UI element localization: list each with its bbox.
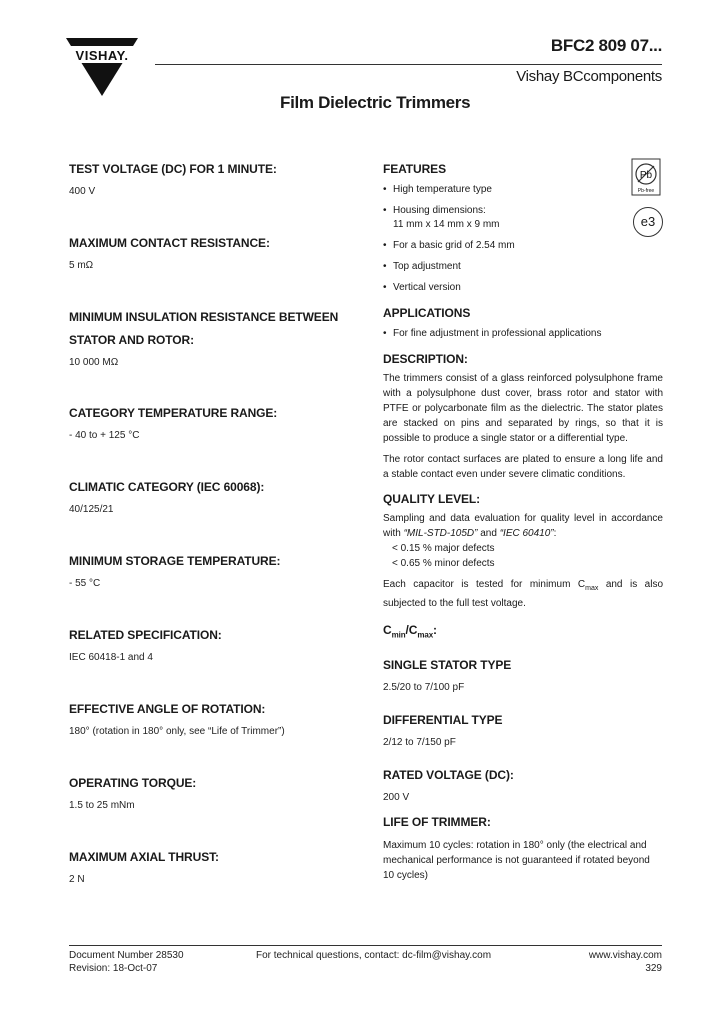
list-item: • Top adjustment xyxy=(383,260,663,274)
right-column xyxy=(383,158,663,889)
applications-list xyxy=(383,327,663,341)
rated-voltage-heading: RATED VOLTAGE (DC): xyxy=(383,768,514,783)
spec-related-specification xyxy=(69,624,359,698)
applications-section xyxy=(383,302,663,341)
left-column xyxy=(69,158,359,920)
single-stator-value: 2.5/20 to 7/100 pF xyxy=(383,682,465,694)
differential-heading: DIFFERENTIAL TYPE xyxy=(383,713,503,728)
header-divider xyxy=(155,64,662,65)
company-name: Vishay BCcomponents xyxy=(516,68,662,85)
spec-climatic-category xyxy=(69,476,359,550)
spec-category-temperature xyxy=(69,402,359,476)
quality-heading: QUALITY LEVEL: xyxy=(383,492,481,506)
life-value: Maximum 10 cycles: rotation in 180° only (the electrical and mechanical performance is not guaranteed if rotated beyond 10 cycles) xyxy=(383,840,650,882)
spec-value: - 40 to + 125 °C xyxy=(69,430,140,441)
logo-text: VISHAY. xyxy=(75,48,129,63)
single-stator-section xyxy=(383,654,663,695)
document-number: Document Number 28530 xyxy=(69,950,184,961)
list-item: • High temperature type xyxy=(383,183,663,197)
spec-value: 180° (rotation in 180° only, see “Life of Trimmer”) xyxy=(69,726,285,737)
spec-heading: CLIMATIC CATEGORY (IEC 60068): xyxy=(69,480,265,494)
list-item: • For fine adjustment in professional applications xyxy=(383,327,663,341)
spec-heading: MINIMUM STORAGE TEMPERATURE: xyxy=(69,554,281,568)
capacitance-ratio-section xyxy=(383,619,663,646)
website: www.vishay.com xyxy=(588,950,662,961)
spec-storage-temperature xyxy=(69,550,359,624)
spec-value: 40/125/21 xyxy=(69,504,114,515)
vishay-logo xyxy=(62,36,142,100)
features-list xyxy=(383,183,663,295)
spec-value: 2 N xyxy=(69,874,85,885)
spec-axial-thrust xyxy=(69,846,359,920)
spec-heading: EFFECTIVE ANGLE OF ROTATION: xyxy=(69,702,266,716)
spec-heading: OPERATING TORQUE: xyxy=(69,776,197,790)
description-paragraph: The trimmers consist of a glass reinforced polysulphone frame with a polysulphone dust cover, brass rotor and stator with PTFE or polycarbonate film as the dielectric. The stator plates are stacked on pins and separated by rings, so that it is possible to produce a single stator or a differential type. xyxy=(383,373,663,444)
differential-section xyxy=(383,709,663,750)
list-item: • Vertical version xyxy=(383,281,663,295)
spec-value: IEC 60418-1 and 4 xyxy=(69,652,153,663)
features-heading: FEATURES xyxy=(383,162,446,176)
single-stator-heading: SINGLE STATOR TYPE xyxy=(383,658,512,673)
list-item: • For a basic grid of 2.54 mm xyxy=(383,239,663,253)
spec-test-voltage xyxy=(69,158,359,232)
list-item: • Housing dimensions: 11 mm x 14 mm x 9 mm xyxy=(383,204,663,232)
spec-heading: MAXIMUM CONTACT RESISTANCE: xyxy=(69,236,270,250)
spec-operating-torque xyxy=(69,772,359,846)
capacitance-ratio-heading: $C_{min}/C_{max}$: xyxy=(383,623,437,640)
life-heading: LIFE OF TRIMMER: xyxy=(383,815,491,830)
spec-contact-resistance xyxy=(69,232,359,306)
contact-info: For technical questions, contact: dc-film@vishay.com xyxy=(256,950,492,961)
quality-intro: Sampling and data evaluation for quality level in accordance with “MIL-STD-105D” and “IEC 60410”: xyxy=(383,513,663,539)
spec-value: 5 mΩ xyxy=(69,260,94,271)
spec-value: - 55 °C xyxy=(69,578,101,589)
description-section xyxy=(383,348,663,482)
page-number: 329 xyxy=(645,963,662,974)
quality-test-note: Each capacitor is tested for minimum $C_{max}$ and is also subjected to the full test voltage. xyxy=(383,579,664,609)
quality-section xyxy=(383,488,663,611)
description-paragraph: The rotor contact surfaces are plated to ensure a long life and a stable contact even under severe climatic conditions. xyxy=(383,454,663,480)
life-section xyxy=(383,811,663,883)
minor-defects: < 0.65 % minor defects xyxy=(392,558,495,569)
spec-heading: MAXIMUM AXIAL THRUST: xyxy=(69,850,219,864)
spec-heading-line2: STATOR AND ROTOR: xyxy=(69,333,194,347)
differential-value: 2/12 to 7/150 pF xyxy=(383,737,456,749)
vishay-triangle-icon xyxy=(62,36,142,100)
spec-value: 10 000 MΩ xyxy=(69,357,119,368)
rated-voltage-value: 200 V xyxy=(383,792,410,804)
e3-badge: e3 xyxy=(633,207,663,237)
features-section xyxy=(383,158,663,295)
spec-heading: CATEGORY TEMPERATURE RANGE: xyxy=(69,406,278,420)
footer-divider xyxy=(69,945,662,946)
pb-free-label: Pb-free xyxy=(637,188,655,194)
pb-label: Pb xyxy=(639,170,653,181)
spec-angle-of-rotation xyxy=(69,698,359,772)
housing-dimensions: 11 mm x 14 mm x 9 mm xyxy=(393,219,500,230)
part-number: BFC2 809 07... xyxy=(550,36,662,55)
applications-heading: APPLICATIONS xyxy=(383,306,471,320)
major-defects: < 0.15 % major defects xyxy=(392,543,495,554)
spec-heading: TEST VOLTAGE (DC) FOR 1 MINUTE: xyxy=(69,162,277,176)
spec-insulation-resistance xyxy=(69,306,359,402)
spec-value: 1.5 to 25 mNm xyxy=(69,800,135,811)
document-title: Film Dielectric Trimmers xyxy=(280,93,471,112)
spec-heading: MINIMUM INSULATION RESISTANCE BETWEEN xyxy=(69,310,339,324)
spec-value: 400 V xyxy=(69,186,96,197)
rated-voltage-section xyxy=(383,764,663,805)
description-heading: DESCRIPTION: xyxy=(383,352,468,366)
revision: Revision: 18-Oct-07 xyxy=(69,963,158,974)
spec-heading: RELATED SPECIFICATION: xyxy=(69,628,222,642)
